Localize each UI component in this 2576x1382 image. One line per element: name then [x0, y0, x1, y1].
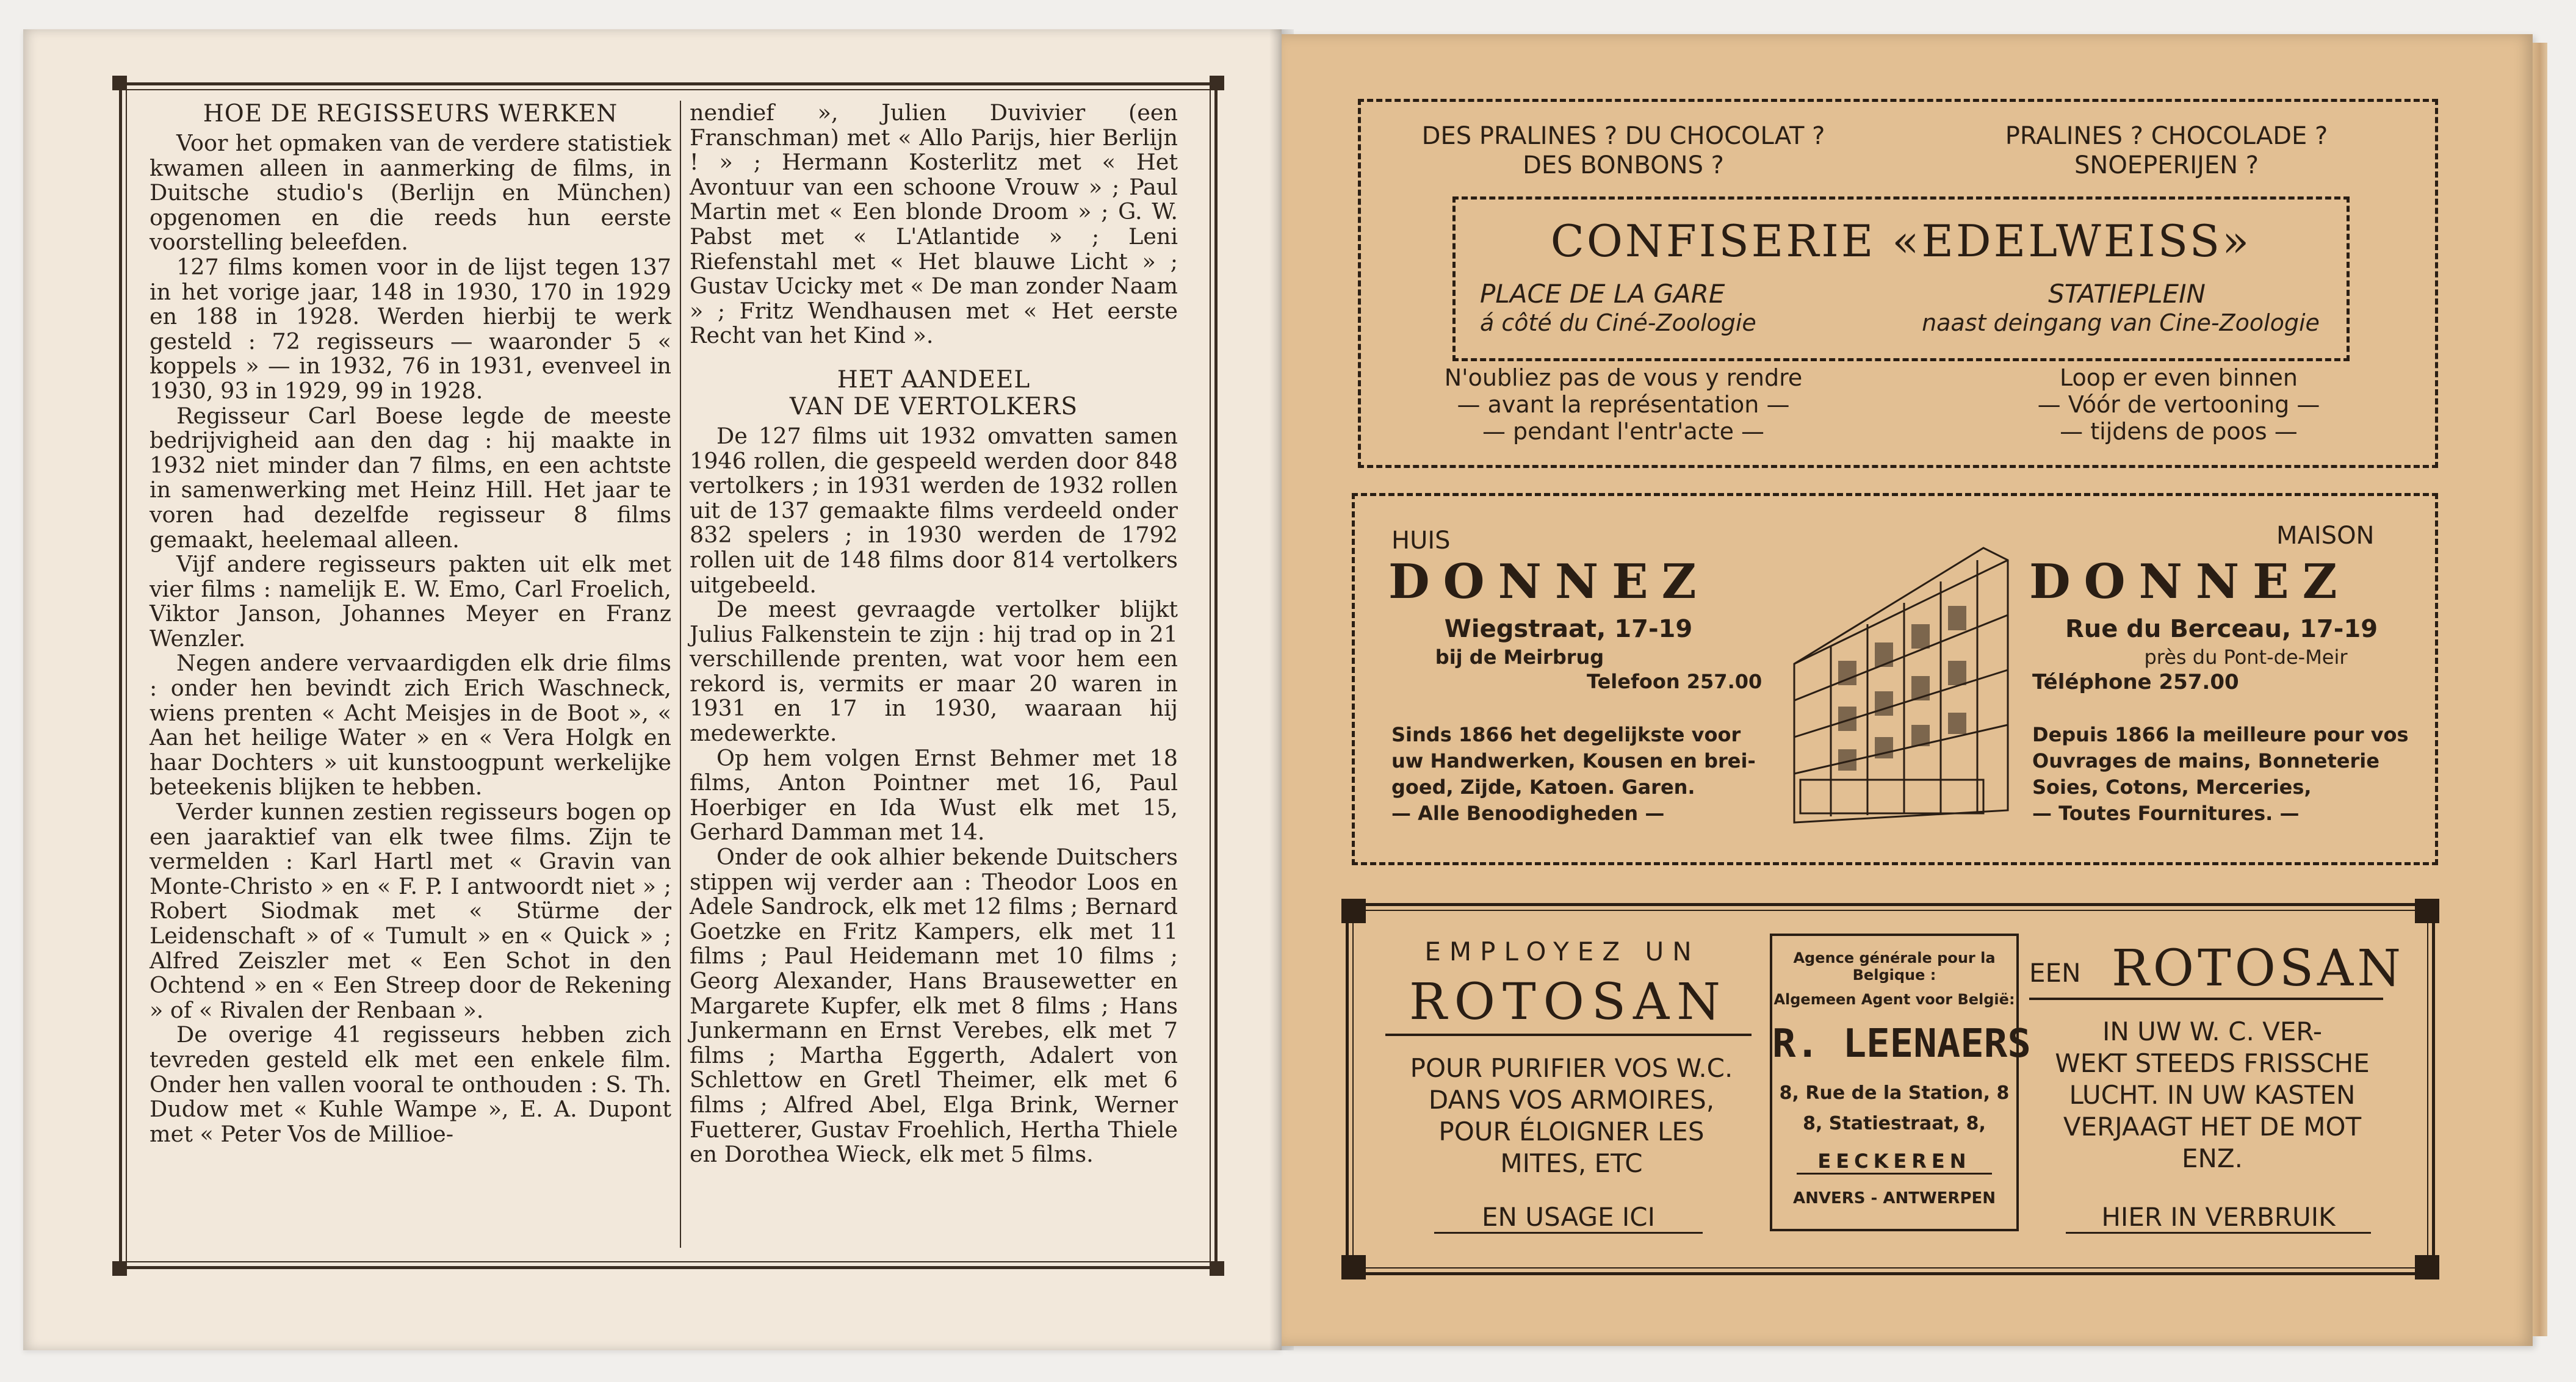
nl-street: Wiegstraat, 17-19	[1444, 615, 1693, 643]
frame-corner-ornament	[1341, 1255, 1366, 1279]
fr-description-line: Ouvrages de mains, Bonneterie	[2032, 749, 2379, 772]
column-divider	[680, 101, 681, 1248]
subheading-line: HET AANDEEL	[837, 365, 1031, 394]
article-paragraph: nendief », Julien Duvivier (een Franschman) met « Allo Parijs, hier Berlijn ! » ; Hermann Kosterlitz met « Het Avontuur van een schoone Vrouw » ; Paul Martin met « Een blonde Droom » ; G. W. Pabst met « L'Atlantide » ; Leni Riefenstahl met « Het blauwe Licht » ; Gustav Ucicky met « De man zonder Naam » ; Fritz Wendhausen met « Het eerste Recht van het Kind ».	[690, 99, 1178, 349]
nl-product-description	[2023, 1016, 2401, 1175]
fr-description	[2032, 722, 2409, 827]
nl-een: EEN	[2029, 958, 2081, 988]
article-paragraph: Negen andere vervaardigden elk drie films : onder hen bevindt zich Erich Waschneck, wiens prenten « Acht Meisjes in de Boot », « Aan het heilige Water » en « Vera Holgk en haar Dochters » uit kunstoogpunt werkelijke beteekenis blijken te hebben.	[150, 650, 671, 801]
frame-corner-ornament	[112, 76, 127, 90]
nl-description-line: LUCHT. IN UW KASTEN	[2069, 1080, 2356, 1110]
nl-usage: HIER IN VERBRUIK	[2066, 1202, 2371, 1234]
nl-invitation-line: — Vóór de vertooning —	[2037, 391, 2320, 418]
frame-corner-ornament	[2415, 1255, 2439, 1279]
fr-invitation-line: — pendant l'entr'acte —	[1482, 418, 1765, 445]
fr-description-line: Depuis 1866 la meilleure pour vos	[2032, 723, 2409, 746]
page-edges	[2533, 43, 2547, 1336]
frame-corner-ornament	[1341, 899, 1366, 923]
fr-description-line: MITES, ETC	[1500, 1148, 1643, 1178]
nl-question	[1947, 121, 2386, 180]
fr-employez: EMPLOYEZ UN	[1424, 937, 1700, 966]
nl-question-line: SNOEPERIJEN ?	[2074, 151, 2259, 179]
ad-confiserie-edelweiss	[1358, 99, 2438, 468]
fr-question-line: DES BONBONS ?	[1523, 151, 1724, 179]
fr-street: Rue du Berceau, 17-19	[2065, 615, 2378, 643]
edelweiss-name-panel	[1452, 196, 2350, 361]
ad-rotosan	[1346, 903, 2435, 1275]
article-paragraph: Verder kunnen zestien regisseurs bogen op een jaaraktief van elk twee films. Zijn te vermelden : Karl Hartl met « Gravin van Monte-Christo » en « F. P. I antwoordt niet » ; Robert Siodmak met « Stürme der Leidenschaft » of « Tumult » en « Quick » ; Alfred Zeiszler met « Een Schot in den Ochtend » en « Een Streep door de Rekening » of « Rivalen der Renbaan ».	[150, 799, 671, 1023]
fr-near: près du Pont-de-Meir	[2144, 646, 2348, 669]
fr-product-description	[1379, 1053, 1764, 1179]
shop-building-illustration	[1782, 524, 2020, 835]
article-paragraph: Regisseur Carl Boese legde de meeste bedrijvigheid aan den dag : hij maakte in 1932 niet minder dan 7 films, en een achtste in samenwerking met Heinz Hill. Het jaar te voren had dezelfde regisseur 8 films gemaakt, heelemaal alleen.	[150, 402, 671, 553]
nl-invitation	[1971, 364, 2386, 445]
nl-house-label: HUIS	[1391, 527, 1451, 555]
agent-box	[1770, 934, 2031, 1231]
article-paragraph: Vijf andere regisseurs pakten uit elk met vier films : namelijk E. W. Emo, Carl Froelich, Viktor Janson, Johannes Meyer en Franz Wenzler.	[150, 551, 671, 652]
nl-phone: Telefoon 257.00	[1587, 670, 1762, 693]
nl-description-line: — Alle Benoodigheden —	[1391, 802, 1665, 825]
brand-underline	[2029, 998, 2383, 1000]
article-subheading	[690, 367, 1178, 420]
nl-near: bij de Meirbrug	[1435, 646, 1604, 669]
fr-description-line: — Toutes Fournitures. —	[2032, 802, 2300, 825]
nl-question-line: PRALINES ? CHOCOLADE ?	[2005, 122, 2328, 150]
agent-name: R. LEENAERS	[1772, 1021, 2031, 1067]
fr-place: PLACE DE LA GARE	[1480, 279, 1725, 309]
agency-nl: Algemeen Agent voor België:	[1773, 991, 2015, 1008]
agent-region: ANVERS - ANTWERPEN	[1792, 1189, 1996, 1207]
article-paragraph: Op hem volgen Ernst Behmer met 18 films, Anton Pointner met 16, Paul Hoerbiger en Ida Wust elk met 15, Gerhard Damman met 14.	[690, 744, 1178, 846]
nl-description-line: uw Handwerken, Kousen en brei-	[1391, 749, 1756, 772]
frame-corner-ornament	[1210, 76, 1224, 90]
frame-corner-ornament	[112, 1261, 127, 1276]
shop-name-nl: DONNEZ	[1388, 554, 1710, 610]
article-paragraph: De overige 41 regisseurs hebben zich tevreden gesteld elk met een enkele film. Onder hen vallen vooral te onthouden : S. Th. Dudow met « Kuhle Wampe », E. A. Dupont met « Peter Vos de Millioe-	[150, 1021, 671, 1147]
shop-name: CONFISERIE «EDELWEISS»	[1550, 215, 2252, 267]
brand-name-nl: ROTOSAN	[2112, 940, 2405, 998]
nl-description-line: WEKT STEEDS FRISSCHE	[2055, 1048, 2370, 1078]
article-heading: HOE DE REGISSEURS WERKEN	[203, 100, 618, 128]
nl-description-line: VERJAAGT HET DE MOT	[2063, 1112, 2362, 1142]
nl-description-line: ENZ.	[2181, 1143, 2243, 1173]
ad-maison-donnez	[1352, 493, 2438, 865]
article-paragraph: Onder de ook alhier bekende Duitschers stippen wij verder aan : Theodor Loos en Adele Sandrock, elk met 12 films ; Bernard Goetzke en Fritz Kampers, elk met 11 films ; Paul Heidemann met 10 films ; Georg Alexander, Hans Brausewetter en Margarete Kupfer, elk met 8 films ; Hans Junkermann en Ernst Verebes, elk met 7 films ; Martha Eggerth, Adalert von Schlettow en Gretl Theimer, elk met 6 films ; Alfred Abel, Elga Brink, Werner Fuetterer, Gustav Froehlich, Hertha Thiele en Dorothea Wieck, elk met 5 films.	[690, 844, 1178, 1168]
nl-location: naast deingang van Cine-Zoologie	[1922, 309, 2320, 336]
fr-invitation	[1379, 364, 1867, 445]
fr-description-line: Soies, Cotons, Merceries,	[2032, 776, 2312, 799]
frame-corner-ornament	[2415, 899, 2439, 923]
fr-description-line: POUR PURIFIER VOS W.C.	[1410, 1053, 1733, 1083]
fr-question	[1385, 121, 1861, 180]
fr-phone: Téléphone 257.00	[2032, 670, 2239, 694]
fr-question-line: DES PRALINES ? DU CHOCOLAT ?	[1421, 122, 1825, 150]
fr-usage: EN USAGE ICI	[1434, 1202, 1703, 1234]
fr-invitation-line: N'oubliez pas de vous y rendre	[1444, 364, 1803, 391]
frame-corner-ornament	[1210, 1261, 1224, 1276]
article-column-1	[150, 101, 671, 1146]
nl-invitation-line: Loop er even binnen	[2059, 364, 2298, 391]
article-column-2	[690, 101, 1178, 1167]
nl-description-line: goed, Zijde, Katoen. Garen.	[1391, 776, 1695, 799]
agent-address-nl: 8, Statiestraat, 8,	[1803, 1113, 1986, 1134]
fr-description-line: POUR ÉLOIGNER LES	[1438, 1117, 1705, 1146]
fr-location: á côté du Ciné-Zoologie	[1480, 309, 1756, 336]
subheading-line: VAN DE VERTOLKERS	[789, 392, 1078, 420]
nl-description	[1391, 722, 1756, 827]
brand-name-fr: ROTOSAN	[1385, 973, 1752, 1036]
fr-house-label: MAISON	[2276, 522, 2375, 550]
nl-place: STATIEPLEIN	[2048, 279, 2206, 309]
shop-name-fr: DONNEZ	[2029, 554, 2351, 610]
article-paragraph: Voor het opmaken van de verdere statistiek kwamen alleen in aanmerking de films, in Duitsche studio's (Berlijn en München) opgenomen en die reeds hun eerste voorstelling beleefden.	[150, 130, 671, 256]
article-paragraph: De 127 films uit 1932 omvatten samen 1946 rollen, die gespeeld werden door 848 vertolkers ; in 1931 werden de 1932 rollen uit de 137 gemaakte films verdeeld onder 832 spelers ; in 1930 werden de 1792 rollen uit de 148 films door 814 vertolkers uitgebeeld.	[690, 422, 1178, 598]
fr-description-line: DANS VOS ARMOIRES,	[1428, 1085, 1715, 1115]
agency-fr: Agence générale pour la Belgique :	[1793, 949, 1996, 984]
nl-description-line: Sinds 1866 het degelijkste voor	[1391, 723, 1741, 746]
article-paragraph: 127 films komen voor in de lijst tegen 137 in het vorige jaar, 148 in 1930, 170 in 1929 en 188 in 1928. Werden hierbij te werk gesteld : 72 regisseurs — waaronder 5 « koppels » — in 1932, 76 in 1931, evenveel in 1930, 93 in 1929, 99 in 1928.	[150, 253, 671, 404]
article-paragraph: De meest gevraagde vertolker blijkt Julius Falkenstein te zijn : hij trad op in 21 verschillende prenten, wat voor hem een rekord is, vermits er maar 20 waren in 1931 en 17 in 1930, waaraan hij medewerkte.	[690, 596, 1178, 747]
fr-invitation-line: — avant la représentation —	[1457, 391, 1790, 418]
agent-city: EECKEREN	[1797, 1150, 1992, 1175]
nl-invitation-line: — tijdens de poos —	[2060, 418, 2298, 445]
nl-description-line: IN UW W. C. VER-	[2102, 1017, 2323, 1046]
agent-address-fr: 8, Rue de la Station, 8	[1779, 1082, 2010, 1104]
